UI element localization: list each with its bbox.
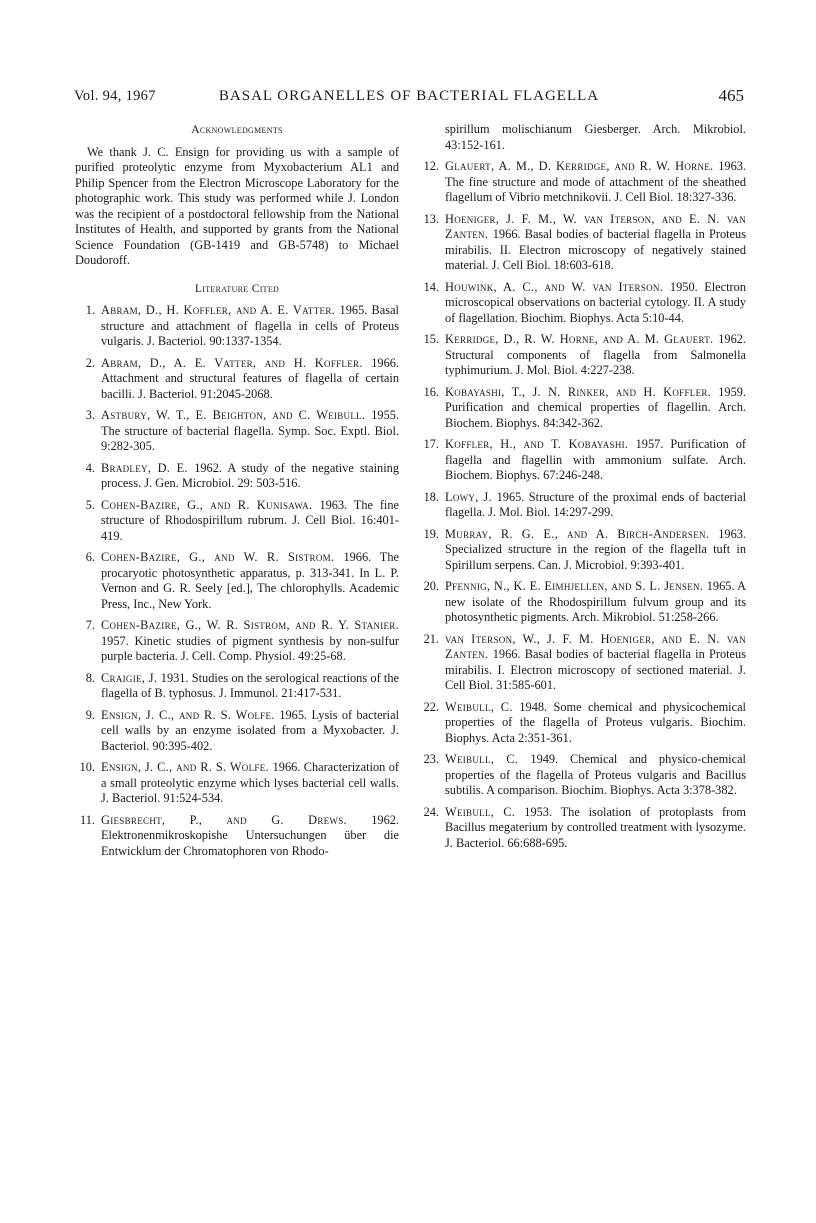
reference-text: 1950. Electron microscopical observations on bacterial cytology. II. A study of flagellation. Biochim. Biophys. Acta 5:10-44. xyxy=(445,279,747,325)
reference-list-left xyxy=(75,303,399,859)
reference-authors: Kerridge, D., R. W. Horne, and A. M. Glauert. xyxy=(445,332,719,346)
acknowledgments-heading: Acknowledgments xyxy=(191,123,283,136)
reference-authors: Weibull, C. xyxy=(445,804,525,819)
reference-authors: Ensign, J. C., and R. S. Wolfe. xyxy=(101,707,280,722)
running-title: BASAL ORGANELLES OF BACTERIAL FLAGELLA xyxy=(218,88,600,104)
reference-entry xyxy=(75,813,399,860)
reference-entry xyxy=(75,708,399,755)
left-column xyxy=(75,122,399,865)
reference-text: 1965. Structure of the proximal ends of bacterial flagella. J. Mol. Biol. 14:297-299. xyxy=(445,489,746,519)
reference-authors: van Iterson, W., J. F. M. Hoeniger, and E. N. van Zanten. xyxy=(445,631,746,661)
reference-authors: Bradley, D. E. xyxy=(101,460,195,475)
reference-entry xyxy=(419,332,746,379)
reference-entry xyxy=(75,408,399,455)
reference-number: 8. xyxy=(85,670,95,685)
reference-text: 1966. Characterization of a small proteolytic enzyme which lyses bacterial cell walls. J. Bacteriol. 91:524-534. xyxy=(101,760,400,805)
reference-number: 17. xyxy=(423,437,439,451)
reference-authors: Craigie, J. xyxy=(101,670,161,685)
reference-entry xyxy=(75,303,399,350)
reference-text: 1931. Studies on the serological reactions of the flagella of B. typhosus. J. Immunol. 21:417-531. xyxy=(101,670,399,700)
reference-number: 14. xyxy=(423,279,439,294)
running-header xyxy=(74,86,744,110)
reference-text: 1962. A study of the negative staining process. J. Gen. Microbiol. 29: 503-516. xyxy=(101,460,399,490)
reference-number: 23. xyxy=(423,752,439,766)
reference-entry xyxy=(419,280,746,327)
reference-number: 15. xyxy=(423,332,439,346)
reference-text: 1965. Lysis of bacterial cell walls by an enzyme isolated from a Myxobacter. J. Bacteriol. 90:395-402. xyxy=(101,707,399,753)
reference-authors: Koffler, H., and T. Kobayashi. xyxy=(445,437,636,451)
reference-text: 1963. The fine structure of Rhodospirillum rubrum. J. Cell Biol. 16:401-419. xyxy=(101,497,400,543)
reference-number: 6. xyxy=(85,550,95,564)
reference-entry xyxy=(75,356,399,403)
reference-authors: Hoeniger, J. F. M., W. van Iterson, and E. N. van Zanten. xyxy=(445,211,746,241)
reference-authors: Abram, D., A. E. Vatter, and H. Koffler. xyxy=(101,355,372,370)
reference-entry xyxy=(75,760,399,807)
reference-entry xyxy=(419,385,746,432)
reference-number: 11. xyxy=(80,812,95,827)
reference-authors: Ensign, J. C., and R. S. Wolfe. xyxy=(101,760,273,774)
reference-text: 1962. Structural components of flagella from Salmonella typhimurium. J. Mol. Biol. 4:227-238. xyxy=(445,332,746,377)
reference-text: 1959. Purification and chemical properties of flagellin. Arch. Biochem. Biophys. 84:342-362. xyxy=(445,384,746,430)
reference-text: 1963. The fine structure and mode of attachment of the sheathed flagellum of Vibrio metchnikovii. J. Cell Biol. 18:327-336. xyxy=(445,159,746,204)
reference-text: 1966. Basal bodies of bacterial flagella in Proteus mirabilis. II. Electron microscopy of negatively stained material. J. Cell Biol. 18:603-618. xyxy=(445,227,747,272)
reference-text: 1965. Basal structure and attachment of flagella in cells of Proteus vulgaris. J. Bacteriol. 90:1337-1354. xyxy=(101,303,399,348)
reference-number: 16. xyxy=(423,384,439,399)
reference-entry xyxy=(419,527,746,574)
reference-list-right xyxy=(419,159,746,851)
acknowledgments-body: We thank J. C. Ensign for providing us with a sample of purified proteolytic enzyme from Myxobacterium AL1 and Philip Spencer from the Electron Microscope Laboratory for the photographic work. This study was performed while J. London was the recipient of a postdoctoral fellowship from the National Institutes of Health, and supported by grants from the National Science Foundation (GB-1419 and GB-5748) to Michael Doudoroff. xyxy=(75,144,399,267)
reference-number: 5. xyxy=(85,497,95,512)
reference-authors: Cohen-Bazire, G., and W. R. Sistrom. xyxy=(101,550,344,564)
reference-entry xyxy=(75,618,399,665)
reference-authors: Cohen-Bazire, G., and R. Kunisawa. xyxy=(101,497,320,512)
reference-authors: Cohen-Bazire, G., W. R. Sistrom, and R. Y. Stanier. xyxy=(101,618,399,632)
reference-authors: Glauert, A. M., D. Kerridge, and R. W. Horne. xyxy=(445,159,719,173)
reference-entry xyxy=(75,671,399,702)
reference-number: 21. xyxy=(423,631,439,646)
reference-authors: Murray, R. G. E., and A. Birch-Andersen. xyxy=(445,526,719,541)
volume-label: Vol. 94, 1967 xyxy=(74,88,156,104)
reference-entry xyxy=(419,159,746,206)
right-column xyxy=(419,122,746,857)
reference-authors: Weibull, C. xyxy=(445,699,520,714)
reference-text: 1966. Basal bodies of bacterial flagella in Proteus mirabilis. I. Electron microscopy of sectioned material. J. Cell Biol. 31:585-601. xyxy=(445,647,747,692)
reference-entry xyxy=(75,498,399,545)
reference-entry xyxy=(75,461,399,492)
reference-text: 1957. Purification of flagella and flagellin with ammonium sulfate. Arch. Biochem. Biophys. 67:246-248. xyxy=(445,437,746,482)
reference-text: 1962. Elektronenmikroskopishe Untersuchungen über die Entwicklum der Chromatophoren von Rhodo- xyxy=(101,812,399,858)
reference-authors: Kobayashi, T., J. N. Rinker, and H. Koffler. xyxy=(445,384,719,399)
reference-number: 19. xyxy=(423,526,439,541)
reference-authors: Lowy, J. xyxy=(445,489,497,504)
reference-number: 9. xyxy=(85,707,95,722)
reference-entry xyxy=(75,550,399,612)
reference-text: 1965. A new isolate of the Rhodospirillum fulvum group and its photosynthetic pigments. Arch. Mikrobiol. 51:258-266. xyxy=(445,579,747,624)
reference-text: 1948. Some chemical and physicochemical properties of the flagella of Proteus vulgaris. Biochim. Biophys. Acta 2:351-361. xyxy=(445,699,746,745)
reference-authors: Houwink, A. C., and W. van Iterson. xyxy=(445,279,670,294)
reference-number: 20. xyxy=(423,579,439,593)
reference-authors: Astbury, W. T., E. Beighton, and C. Weibull. xyxy=(101,408,372,422)
reference-entry xyxy=(419,700,746,747)
reference-text: 1966. Attachment and structural features of flagella of certain bacilli. J. Bacteriol. 91:2045-2068. xyxy=(101,355,399,401)
reference-authors: Giesbrecht, P., and G. Drews. xyxy=(101,812,372,827)
reference-text: 1949. Chemical and physico-chemical properties of the flagella of Proteus vulgaris and Bacillus subtilis. A comparison. Biochim. Biophys. Acta 3:378-382. xyxy=(445,752,746,797)
reference-entry xyxy=(419,805,746,852)
reference-number: 10. xyxy=(79,760,95,774)
reference-text: 1953. The isolation of protoplasts from Bacillus megaterium by controlled treatment with lysozyme. J. Bacteriol. 66:688-695. xyxy=(445,804,746,850)
reference-entry xyxy=(419,437,746,484)
reference-entry xyxy=(419,212,746,274)
reference-text: 1966. The procaryotic photosynthetic apparatus, p. 313-341. In L. P. Vernon and G. R. Seely [ed.], The chlorophylls. Academic Press, Inc., New York. xyxy=(101,550,400,611)
reference-authors: Weibull, C. xyxy=(445,752,531,766)
reference-number: 13. xyxy=(423,211,439,226)
reference-number: 1. xyxy=(85,303,95,317)
reference-number: 4. xyxy=(85,460,95,475)
page-number: 465 xyxy=(718,86,744,105)
reference-text: 1963. Specialized structure in the region of the flagella tuft in Spirillum serpens. Can. J. Microbiol. 9:393-401. xyxy=(445,526,746,572)
reference-number: 12. xyxy=(423,159,439,173)
reference-entry xyxy=(419,752,746,799)
reference-continuation: spirillum molischianum Giesberger. Arch. Mikrobiol. 43:152-161. xyxy=(445,122,746,152)
reference-entry xyxy=(419,579,746,626)
reference-authors: Abram, D., H. Koffler, and A. E. Vatter. xyxy=(101,303,340,317)
reference-text: 1955. The structure of bacterial flagella. Symp. Soc. Exptl. Biol. 9:282-305. xyxy=(101,408,399,453)
reference-number: 2. xyxy=(85,355,95,370)
reference-number: 22. xyxy=(423,699,439,714)
reference-number: 24. xyxy=(423,804,439,819)
reference-text: 1957. Kinetic studies of pigment synthesis by non-sulfur purple bacteria. J. Cell. Comp. Physiol. 49:25-68. xyxy=(101,633,399,663)
reference-entry xyxy=(419,490,746,521)
literature-cited-heading: Literature Cited xyxy=(194,281,280,295)
reference-number: 18. xyxy=(423,489,439,504)
reference-entry xyxy=(419,632,746,694)
reference-number: 7. xyxy=(85,618,95,632)
reference-number: 3. xyxy=(85,408,95,422)
reference-authors: Pfennig, N., K. E. Eimhjellen, and S. L. Jensen. xyxy=(445,579,707,593)
